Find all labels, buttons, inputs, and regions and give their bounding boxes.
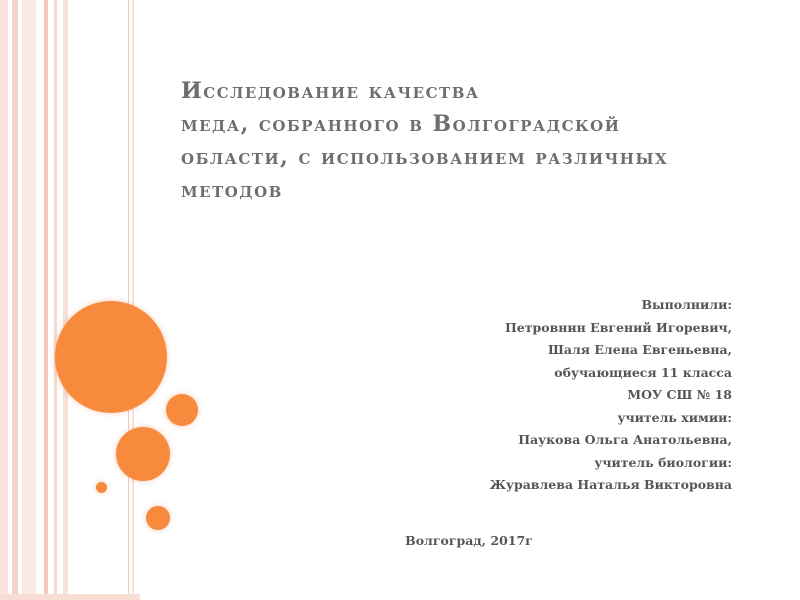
- decor-stripe: [128, 0, 129, 600]
- title-line: меда, собранного в Волгоградской: [181, 111, 621, 137]
- decor-stripe: [22, 0, 36, 600]
- decor-stripe: [0, 0, 8, 600]
- decor-circle-small: [146, 506, 170, 530]
- decor-stripe: [54, 0, 57, 600]
- supervisor-role: учитель химии:: [617, 409, 732, 425]
- author-name: Шаля Елена Евгеньевна,: [548, 342, 732, 357]
- author-school: МОУ СШ № 18: [627, 387, 732, 402]
- decor-stripe: [44, 0, 48, 600]
- decor-stripe: [12, 0, 18, 600]
- author-name: Петровнин Евгений Игоревич,: [504, 319, 732, 335]
- title-line: области, с использованием различных: [181, 144, 669, 170]
- title-line: методов: [181, 177, 283, 203]
- decor-circle-large: [55, 301, 167, 413]
- decor-stripe: [132, 0, 134, 600]
- decor-circle-small: [166, 394, 198, 426]
- decor-stripe: [63, 0, 68, 600]
- footer-place-year: Волгоград, 2017г: [405, 533, 533, 548]
- slide-title: [181, 75, 741, 207]
- title-line: Исследование качества: [181, 78, 480, 104]
- decor-band: [0, 594, 140, 600]
- decor-circle-medium: [116, 427, 170, 481]
- authors-block: [490, 294, 732, 497]
- decor-circle-tiny: [96, 482, 107, 493]
- supervisor-role: учитель биологии:: [594, 454, 732, 470]
- supervisor-name: Паукова Ольга Анатольевна,: [518, 432, 732, 447]
- authors-heading: Выполнили:: [641, 297, 732, 312]
- supervisor-name: Журавлева Наталья Викторовна: [489, 477, 732, 492]
- author-grade: обучающиеся 11 класса: [554, 364, 732, 380]
